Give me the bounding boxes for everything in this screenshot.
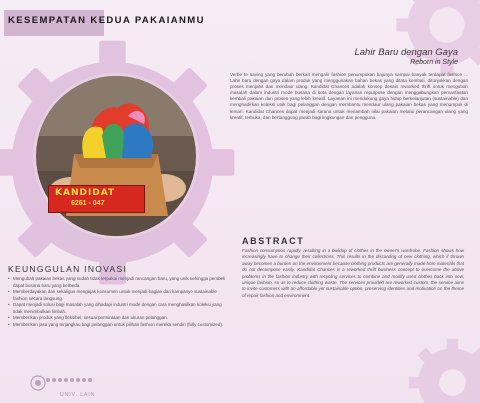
- intro-paragraph: Verbe te saving yang berubah berkait mengalir fashion penumpukan bajunya sampai banyak terdapat fashion ... Lahir baru dengan gaya dalam produk yang menggunakan bahan bekas yang ditata kembali, ditunjukkan dengan proses menjahit dan mendaur ulang. Kandidat Chances adalah konsep desain reworked thrift untuk mengubah masalah dalam industri mode busana di kota dengan layanan repurpose dengan menggabungkan pemanfaatan kembali pakaian dan proses yang lebih kreatif. Layanan ini mendukung gaya hidup berkelanjutan (sustainable) dan menghadirkan koleksi unik bagi pelanggan dengan membantu mendaur ulang pakaian bekas yang menumpuk di lemari. Kandidat Chances dapat menjadi sarana untuk menambah nilai pakaian melalui perancangan ulang yang kreatif, terbuka, dan bertanggung jawab bagi lingkungan dan pengguna.: [230, 72, 468, 120]
- sticker-brand-label: KANDIDAT: [55, 188, 116, 198]
- hero-tagline: Reborn in Style: [410, 59, 458, 66]
- abstract-heading: ABSTRACT: [242, 236, 305, 246]
- poster-title: KESEMPATAN KEDUA PAKAIANMU: [8, 15, 205, 26]
- gear-bottom-right-icon: [405, 335, 480, 403]
- sticker-number: 6261 - 047: [71, 200, 105, 207]
- list-item: • Memberikan produk yang fleksibel, sesuai permintaan dan ukuran pelanggan.: [8, 315, 228, 322]
- brand-sticker: [48, 185, 145, 213]
- list-item: • Mengubah pakaian bekas yang sudah tidak terpakai menjadi rancangan baru, yang unik sehingga pembeli dapat busana baru yang berbeda.: [8, 276, 228, 289]
- university-logo-icon: [30, 375, 46, 391]
- decorative-dots: [46, 378, 92, 382]
- list-item: • Memberdayakan dan sekaligus mengajak konsumen untuk menjadi bagian dari kampanye sustainable fashion secara langsung.: [8, 289, 228, 302]
- list-item: • Memberikan jasa yang terjangkau bagi pelanggan untuk pilihan fashion mereka sendiri (fully customized).: [8, 322, 228, 329]
- hero-subtitle: Lahir Baru dengan Gaya: [354, 47, 458, 58]
- list-item: • Dapat menjadi solusi bagi masalah yang dihadapi industri mode dengan cara menghasilkan koleksi yang tidak menimbulkan limbah.: [8, 302, 228, 315]
- gear-top-right-icon: [392, 0, 480, 80]
- abstract-paragraph: Fashion consumption rapidly, resulting in a buildup of clothes in the owner's wardrobe. Fashion shows how increasingly have to change their collections. This results in the discarding of new clothing, which if thrown away becomes a burden on the environment because clothing products are generally made from materials that do not decompose easily. Kandidat Chances is a reworked thrift business concept to overcome the above problems in the fashion industry with recycling services to combine and modify used clothes back into new, unique fashion, so as to reduce clothing waste. The services provided are reworked custom, the service aims to invite customers with an affordable yet sustainable option, preserving identities and motivation on the theme of repair fashion and environment.: [242, 248, 464, 298]
- footer-logo-text: UNIV. LAIN: [60, 392, 96, 398]
- advantages-list: [8, 276, 228, 328]
- advantages-heading: KEUNGGULAN INOVASI: [8, 264, 128, 274]
- hero-photo: [33, 73, 199, 239]
